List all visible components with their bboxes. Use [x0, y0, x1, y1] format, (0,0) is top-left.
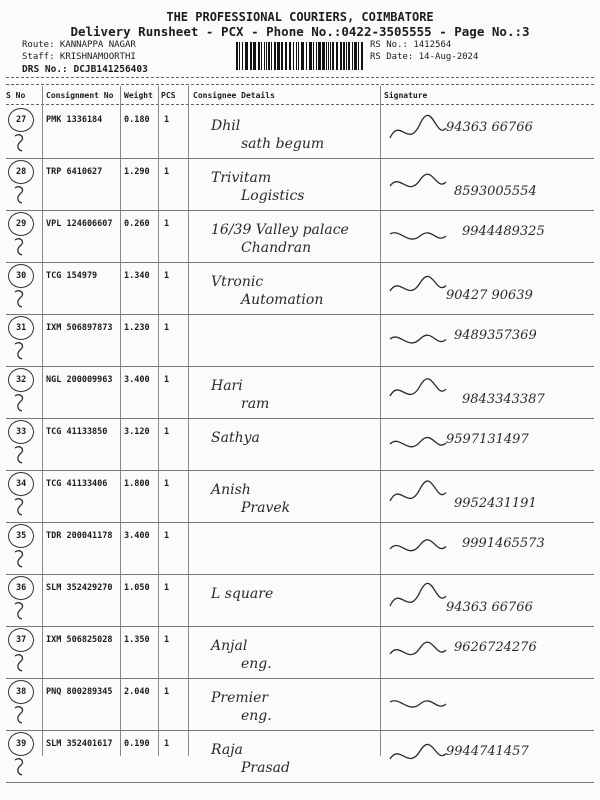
pieces-count: 1: [164, 427, 170, 437]
pieces-count: 1: [164, 219, 170, 229]
barcode-bar: [316, 42, 317, 70]
consignee-handwriting: 16/39 Valley palace: [211, 222, 349, 238]
weight-value: 1.340: [124, 271, 150, 281]
serial-number: 27: [16, 115, 27, 125]
weight-value: 1.230: [124, 323, 150, 333]
consignment-number: NGL 200009963: [46, 375, 113, 385]
consignee-handwriting: eng.: [241, 708, 272, 724]
pieces-count: 1: [164, 271, 170, 281]
barcode-image: [236, 42, 364, 70]
col-header-pcs: PCS: [161, 91, 176, 100]
barcode-bar: [277, 42, 280, 70]
weight-value: 1.800: [124, 479, 150, 489]
pieces-count: 1: [164, 167, 170, 177]
barcode-bar: [346, 42, 347, 70]
barcode-bar: [298, 42, 299, 70]
serial-number: 28: [16, 167, 27, 177]
signature-phone-number: 9944489325: [462, 224, 545, 239]
consignee-handwriting: Logistics: [241, 188, 305, 204]
weight-value: 0.190: [124, 739, 150, 749]
col-header-weight: Weight: [124, 91, 153, 100]
barcode-bar: [354, 42, 357, 70]
serial-number: 32: [16, 375, 27, 385]
table-row: [6, 366, 594, 419]
barcode-bar: [340, 42, 342, 70]
route-label: Route: KANNAPPA NAGAR: [22, 40, 136, 50]
check-mark-icon: [12, 184, 30, 204]
rs-date: RS Date: 14-Aug-2024: [370, 52, 479, 62]
consignee-handwriting: Sathya: [211, 430, 260, 446]
consignee-handwriting: Anjal: [211, 638, 248, 654]
rs-number: RS No.: 1412564: [370, 40, 452, 50]
table-row: [6, 262, 594, 315]
consignee-handwriting: Anish: [211, 482, 251, 498]
barcode-bar: [358, 42, 359, 70]
pieces-count: 1: [164, 583, 170, 593]
barcode-bar: [281, 42, 283, 70]
pieces-count: 1: [164, 479, 170, 489]
check-mark-icon: [12, 548, 30, 568]
check-mark-icon: [12, 444, 30, 464]
weight-value: 1.350: [124, 635, 150, 645]
check-mark-icon: [12, 132, 30, 152]
signature-phone-number: 94363 66766: [446, 120, 533, 135]
barcode-bar: [245, 42, 248, 70]
consignee-handwriting: Hari: [211, 378, 243, 394]
signature-phone-number: 8593005554: [454, 184, 537, 199]
barcode-bar: [271, 42, 272, 70]
consignee-handwriting: eng.: [241, 656, 272, 672]
serial-number: 38: [16, 687, 27, 697]
consignee-handwriting: Prasad: [241, 760, 290, 776]
serial-number: 35: [16, 531, 27, 541]
weight-value: 1.050: [124, 583, 150, 593]
table-row: [6, 574, 594, 627]
pieces-count: 1: [164, 531, 170, 541]
consignee-handwriting: L square: [211, 586, 274, 602]
consignment-number: TCG 41133850: [46, 427, 108, 437]
serial-number: 39: [16, 739, 27, 749]
barcode-bar: [313, 42, 314, 70]
divider-marker: --: [6, 80, 16, 89]
barcode-bar: [343, 42, 345, 70]
signature-phone-number: 9597131497: [446, 432, 529, 447]
signature-phone-number: 9843343387: [462, 392, 545, 407]
barcode-bar: [330, 42, 331, 70]
signature-scribble: [386, 682, 586, 726]
consignment-number: PMK 1336184: [46, 115, 103, 125]
barcode-bar: [253, 42, 256, 70]
consignment-number: SLM 352429270: [46, 583, 113, 593]
pieces-count: 1: [164, 115, 170, 125]
consignee-handwriting: ram: [241, 396, 270, 412]
barcode-bar: [361, 42, 363, 70]
runsheet-subtitle: Delivery Runsheet - PCX - Phone No.:0422-3505555 - Page No.:3: [70, 24, 530, 39]
barcode-bar: [306, 42, 307, 70]
barcode-bar: [348, 42, 350, 70]
weight-value: 3.120: [124, 427, 150, 437]
divider: [6, 77, 594, 78]
barcode-bar: [332, 42, 334, 70]
signature-phone-number: 94363 66766: [446, 600, 533, 615]
table-row: [6, 626, 594, 679]
check-mark-icon: [12, 496, 30, 516]
check-mark-icon: [12, 600, 30, 620]
barcode-bar: [258, 42, 260, 70]
weight-value: 0.180: [124, 115, 150, 125]
drs-number: DRS No.: DCJB141256403: [22, 64, 148, 75]
barcode-bar: [239, 42, 240, 70]
check-mark-icon: [12, 756, 30, 776]
col-header-sno: S No: [6, 91, 26, 100]
weight-value: 3.400: [124, 531, 150, 541]
barcode-bar: [250, 42, 252, 70]
consignment-number: IXM 506825028: [46, 635, 113, 645]
barcode-bar: [309, 42, 312, 70]
col-header-consignment: Consignment No: [46, 91, 114, 100]
barcode-bar: [289, 42, 291, 70]
weight-value: 1.290: [124, 167, 150, 177]
table-row: [6, 678, 594, 731]
check-mark-icon: [12, 652, 30, 672]
consignee-handwriting: Trivitam: [211, 170, 272, 186]
consignment-number: IXM 506897873: [46, 323, 113, 333]
signature-phone-number: 90427 90639: [446, 288, 533, 303]
barcode-bar: [266, 42, 267, 70]
consignee-handwriting: Automation: [241, 292, 324, 308]
barcode-bar: [322, 42, 325, 70]
serial-number: 37: [16, 635, 27, 645]
consignee-handwriting: Premier: [211, 690, 269, 706]
serial-number: 34: [16, 479, 27, 489]
signature-phone-number: 9991465573: [462, 536, 545, 551]
consignee-handwriting: Vtronic: [211, 274, 264, 290]
consignee-handwriting: Chandran: [241, 240, 312, 256]
consignment-number: TRP 6410627: [46, 167, 103, 177]
barcode-bar: [318, 42, 321, 70]
table-row: [6, 418, 594, 471]
barcode-bar: [328, 42, 329, 70]
table-row: [6, 730, 594, 783]
check-mark-icon: [12, 704, 30, 724]
table-row: [6, 158, 594, 211]
barcode-bar: [236, 42, 238, 70]
barcode-bar: [352, 42, 353, 70]
serial-number: 31: [16, 323, 27, 333]
weight-value: 3.400: [124, 375, 150, 385]
weight-value: 2.040: [124, 687, 150, 697]
consignment-number: PNQ 800289345: [46, 687, 113, 697]
consignment-number: TCG 154979: [46, 271, 98, 281]
barcode-bar: [264, 42, 265, 70]
table-row: [6, 106, 594, 159]
consignee-handwriting: sath begum: [241, 136, 325, 152]
table-row: [6, 314, 594, 367]
barcode-bar: [285, 42, 287, 70]
table-row: [6, 210, 594, 263]
signature-phone-number: 9944741457: [446, 744, 529, 759]
serial-number: 30: [16, 271, 27, 281]
consignment-number: VPL 124606607: [46, 219, 113, 229]
staff-label: Staff: KRISHNAMOORTHI: [22, 52, 136, 62]
barcode-bar: [336, 42, 338, 70]
serial-number: 33: [16, 427, 27, 437]
barcode-bar: [274, 42, 276, 70]
pieces-count: 1: [164, 635, 170, 645]
table-row: [6, 470, 594, 523]
consignment-number: SLM 352401617: [46, 739, 113, 749]
consignee-handwriting: Raja: [211, 742, 243, 758]
barcode-bar: [293, 42, 294, 70]
barcode-bar: [301, 42, 304, 70]
pieces-count: 1: [164, 375, 170, 385]
consignee-handwriting: Pravek: [241, 500, 291, 516]
divider: [6, 84, 594, 85]
check-mark-icon: [12, 236, 30, 256]
signature-phone-number: 9626724276: [454, 640, 537, 655]
col-header-consignee: Consignee Details: [193, 91, 275, 100]
table-row: [6, 522, 594, 575]
consignment-number: TCG 41133406: [46, 479, 108, 489]
weight-value: 0.260: [124, 219, 150, 229]
check-mark-icon: [12, 340, 30, 360]
runsheet-title: THE PROFESSIONAL COURIERS, COIMBATORE: [166, 10, 434, 24]
barcode-bar: [268, 42, 270, 70]
barcode-bar: [326, 42, 327, 70]
pieces-count: 1: [164, 687, 170, 697]
check-mark-icon: [12, 288, 30, 308]
barcode-bar: [242, 42, 243, 70]
serial-number: 36: [16, 583, 27, 593]
col-header-signature: Signature: [384, 91, 428, 100]
check-mark-icon: [12, 392, 30, 412]
serial-number: 29: [16, 219, 27, 229]
pieces-count: 1: [164, 323, 170, 333]
consignment-number: TDR 200041178: [46, 531, 113, 541]
signature-phone-number: 9952431191: [454, 496, 537, 511]
barcode-bar: [296, 42, 297, 70]
pieces-count: 1: [164, 739, 170, 749]
barcode-bar: [261, 42, 262, 70]
divider: [6, 104, 594, 105]
signature-phone-number: 9489357369: [454, 328, 537, 343]
consignee-handwriting: Dhil: [211, 118, 241, 134]
